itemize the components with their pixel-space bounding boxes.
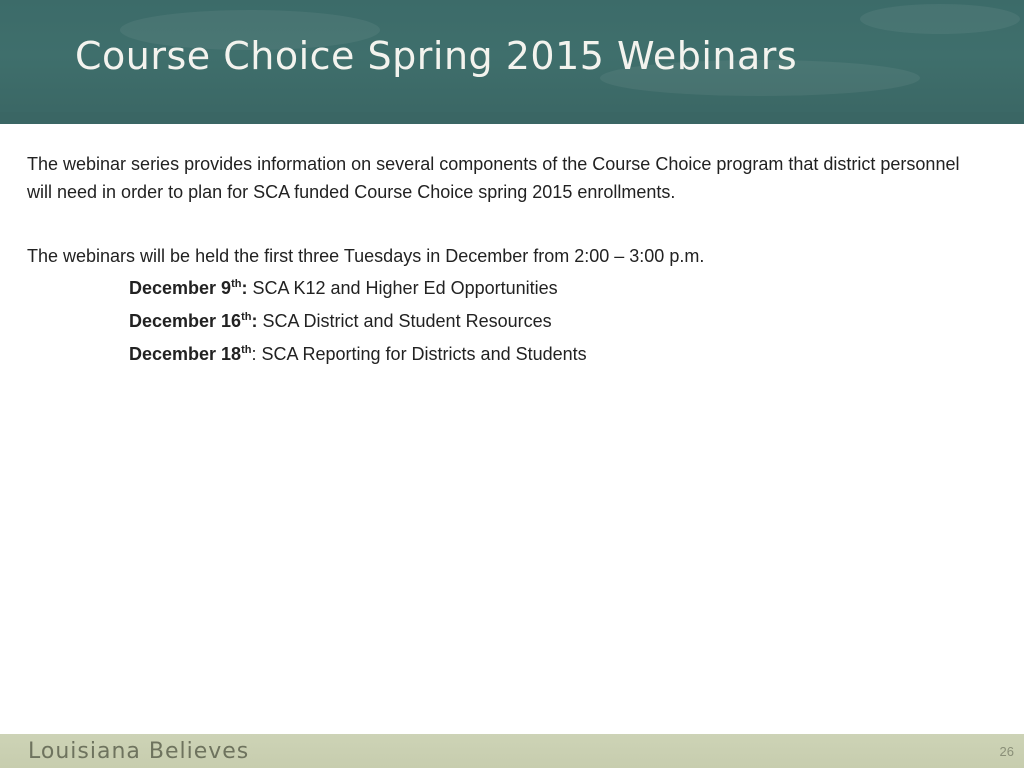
schedule-topic: SCA K12 and Higher Ed Opportunities bbox=[247, 278, 558, 298]
schedule-intro: The webinars will be held the first three Tuesdays in December from 2:00 – 3:00 p.m. bbox=[27, 246, 705, 266]
schedule-item bbox=[129, 272, 987, 305]
schedule-date: December 18th bbox=[129, 344, 252, 364]
schedule-topic: SCA Reporting for Districts and Students bbox=[256, 344, 587, 364]
slide-title: Course Choice Spring 2015 Webinars bbox=[75, 34, 798, 78]
chalk-edge bbox=[0, 112, 1024, 124]
slide-body bbox=[27, 150, 987, 371]
chalk-smudge bbox=[860, 4, 1020, 34]
schedule-date: December 16th: bbox=[129, 311, 258, 331]
chalkboard-header bbox=[0, 0, 1024, 124]
webinar-schedule bbox=[27, 272, 987, 371]
schedule-item bbox=[129, 305, 987, 338]
schedule-date: December 9th: bbox=[129, 278, 248, 298]
intro-paragraph: The webinar series provides information on several components of the Course Choice program that district personnel will need in order to plan for SCA funded Course Choice spring 2015 enrollments. bbox=[27, 154, 960, 202]
page-number: 26 bbox=[999, 744, 1014, 759]
schedule-item: December 18th: SCA Reporting for Districts and Students bbox=[129, 344, 587, 364]
footer-bar bbox=[0, 734, 1024, 768]
schedule-topic: SCA District and Student Resources bbox=[257, 311, 552, 331]
footer-brand: Louisiana Believes bbox=[28, 739, 250, 764]
